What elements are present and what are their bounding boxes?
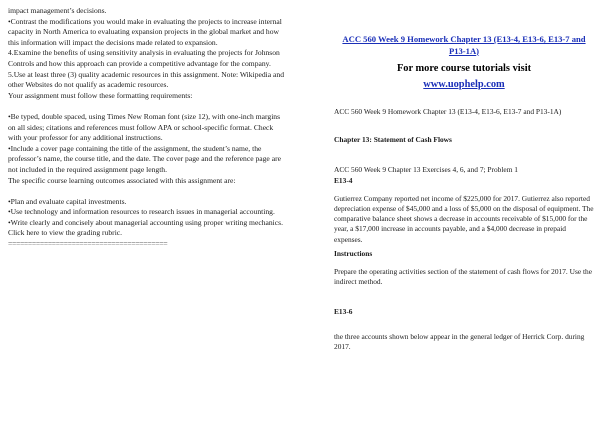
grading-rubric-link[interactable]: Click here to view the grading rubric. [8,228,123,238]
left-paragraph-2: •Contrast the modifications you would make in evaluating the projects to increase internal capacity in North America to evaluating expansion projects in the global market and how this information will impact the decisions made related to expansion. [8,16,282,47]
left-paragraph-1: impact management’s decisions. [8,6,107,15]
instructions-text: Prepare the operating activities section of the statement of cash flows for 2017. Use the indirect method. [334,267,592,287]
e13-4-text: Gutierrez Company reported net income of $225,000 for 2017. Gutierrez also reported depreciation expense of $45,000 and a loss of $5,000 on the disposal of equipment. The comparative balance sheet shows a decrease in accounts receivable of $15,000 for the year, a $17,000 increase in accounts payable, and a $4,000 decrease in prepaid expenses. [334,193,594,244]
e13-4-label: E13-4 [334,175,353,185]
left-paragraph-5: Your assignment must follow these formatting requirements: [8,90,193,100]
title-link[interactable]: ACC 560 Week 9 Homework Chapter 13 (E13-4, E13-6, E13-7 and P13-1A) [342,34,586,56]
promo-text: For more course tutorials visit [396,63,532,74]
e13-6-label: E13-6 [334,307,353,317]
left-paragraph-10: •Use technology and information resources to research issues in managerial accounting. [8,207,275,217]
left-paragraph-9: •Plan and evaluate capital investments. [8,196,127,206]
left-paragraph-7: •Include a cover page containing the title of the assignment, the student’s name, the professor’s name, the course title, and the date. The cover page and the reference page are not included in the required assignment page length. [8,143,281,174]
left-paragraph-11: •Write clearly and concisely about managerial accounting using proper writing mechanics. [8,217,283,227]
left-paragraph-3: 4.Examine the benefits of using sensitivity analysis in evaluating the projects for Johnson Controls and how this approach can provide a competitive advantage for the company. [8,48,280,68]
left-text-block [8,6,288,250]
heading-repeat: ACC 560 Week 9 Homework Chapter 13 (E13-4, E13-6, E13-7 and P13-1A) [334,107,562,116]
divider-line: ======================================== [8,239,168,249]
site-link[interactable]: www.uophelp.com [423,79,505,90]
left-paragraph-4: 5.Use at least three (3) quality academic resources in this assignment. Note: Wikipedia and other Websites do not qualify as academic resources. [8,69,285,90]
exercises-line: ACC 560 Week 9 Chapter 13 Exercises 4, 6, and 7; Problem 1 [334,165,519,175]
right-page [300,0,600,424]
e13-6-text: the three accounts shown below appear in the general ledger of Herrick Corp. during 2017. [334,331,585,351]
instructions-label: Instructions [334,248,373,258]
left-paragraph-6: •Be typed, double spaced, using Times New Roman font (size 12), with one-inch margins on all sides; citations and references must follow APA or school-specific format. Check with your professor for any additional instructions. [8,111,281,143]
left-paragraph-8: The specific course learning outcomes associated with this assignment are: [8,175,236,185]
chapter-heading: Chapter 13: Statement of Cash Flows [334,135,452,145]
